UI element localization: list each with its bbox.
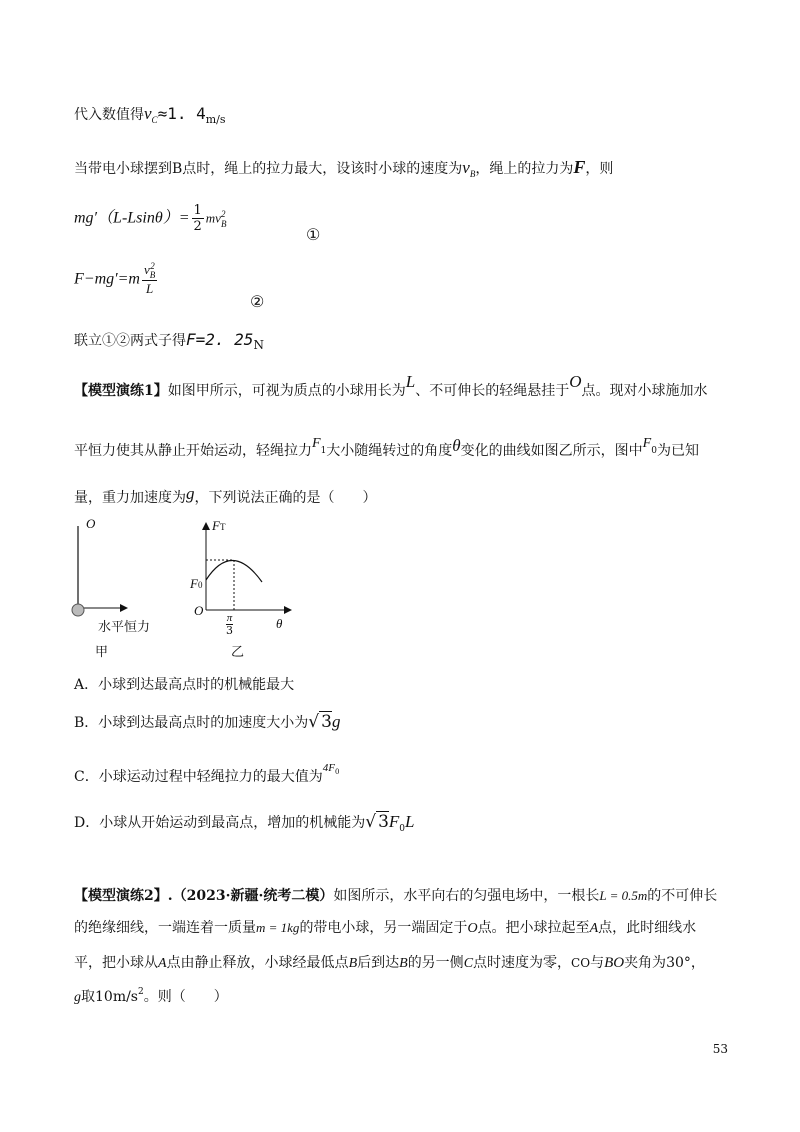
q1-line-1 [74, 372, 708, 400]
line-text: ， [690, 955, 705, 971]
line-text: 平，把小球从 [74, 955, 158, 971]
line-text: ，下列说法正确的是（ ） [194, 490, 377, 506]
var-sub: C [151, 115, 158, 125]
line-text: 点由静止释放，小球经最低点 [166, 955, 349, 971]
fig-jia-origin-label: O [86, 516, 96, 531]
q1-tag: 【模型演练1】 [74, 383, 168, 399]
var-F: F [388, 812, 400, 831]
var-g: g [74, 990, 81, 1005]
var-F0: F [642, 436, 652, 451]
q2-source: .（2023·新疆·统考二模） [167, 888, 334, 904]
pi: π [226, 612, 233, 624]
var-C: C [463, 956, 474, 971]
line-text: 如图甲所示，可视为质点的小球用长为 [167, 383, 406, 399]
value-L: L = 0.5m [599, 888, 648, 903]
var-O: O [569, 372, 582, 391]
eq-right: mv [205, 210, 221, 226]
var-BO: BO [604, 955, 625, 971]
var-g: g [186, 484, 195, 503]
var-v: v [462, 158, 470, 177]
frac-num: 1 [193, 203, 202, 218]
eq-left: F−mg′=m [74, 270, 140, 288]
var-B: B [348, 956, 358, 971]
q1-line-2 [74, 436, 699, 460]
value-g: 10m/s [95, 989, 138, 1005]
line-text: 代入数值得 [74, 107, 144, 123]
var-v: v [144, 104, 152, 123]
line-text: 联立①②两式子得 [74, 333, 186, 349]
line-text: 点。把小球拉起至 [477, 920, 590, 936]
var-F: F [573, 157, 586, 177]
frac-den: 2 [193, 219, 202, 234]
num-v: v [143, 262, 150, 277]
value-angle: 30° [666, 955, 691, 971]
value: ≈1. 4 [157, 104, 206, 123]
ft-sub: T [219, 522, 226, 532]
equation-marker-2: ② [250, 292, 265, 311]
var-F1: F [312, 436, 321, 451]
option-b [74, 712, 340, 732]
option-c [74, 762, 340, 786]
var-g: g [331, 712, 341, 731]
fig-yi-pi3-label [226, 612, 233, 637]
fig-yi-f0-label [190, 576, 202, 592]
var-O: O [467, 921, 478, 936]
line-text: 为已知 [656, 443, 699, 459]
sqrt-arg: 3 [378, 812, 389, 832]
q1-line-3 [74, 484, 377, 507]
line-text: 取 [81, 989, 95, 1005]
fig-jia-caption: 甲 [95, 645, 109, 660]
f0-var: F [190, 576, 198, 591]
line-text: 平恒力使其从静止开始运动，轻绳拉力 [74, 443, 312, 459]
sub: 0 [334, 768, 340, 776]
sqrt-arg: 3 [321, 712, 332, 732]
line-text: 变化的曲线如图乙所示，图中 [460, 443, 643, 459]
option-c-text: C．小球运动过程中轻绳拉力的最大值为 [74, 769, 323, 785]
sub: 0 [651, 446, 657, 456]
line-text: 的另一侧 [407, 955, 464, 971]
line-text: 点，此时细线水 [598, 920, 697, 936]
var-CO: CO [571, 956, 591, 970]
line-text: ，绳上的拉力为 [475, 161, 574, 177]
line-text: 与 [590, 955, 605, 971]
q2-tag: 【模型演练2】 [74, 888, 168, 904]
ft-var: F [212, 518, 220, 533]
var-L: L [405, 372, 416, 391]
fig-jia-force-label: 水平恒力 [98, 620, 151, 635]
equation-2 [74, 262, 159, 297]
ball-icon [72, 604, 84, 616]
line-text: 。则（ ） [143, 989, 228, 1005]
fig-yi-caption: 乙 [231, 645, 245, 660]
text-line-result [74, 330, 264, 350]
result-value: F=2. 25 [186, 330, 254, 349]
fraction [142, 262, 157, 297]
line-text: ，则 [585, 161, 614, 177]
unit: m/s [205, 113, 226, 126]
sqrt-expr: √ 3 [365, 812, 389, 832]
f0-sub: 0 [197, 580, 203, 590]
text-line-vb [74, 157, 613, 178]
sup: 2 [138, 987, 144, 997]
option-a-text: A．小球到达最高点时的机械能最大 [74, 677, 295, 693]
option-a [74, 674, 294, 694]
arrow-head-icon [120, 604, 128, 612]
var-B: B [399, 956, 408, 971]
value-m: m = 1kg [256, 920, 300, 935]
line-text: 点时速度为零， [473, 955, 572, 971]
value-4f: 4F [322, 762, 335, 774]
line-text: 大小随绳转过的角度 [326, 443, 453, 459]
option-d-text: D．小球从开始运动到最高点，增加的机械能为 [74, 815, 366, 831]
sup: 2 [220, 208, 226, 219]
var-sub: B [469, 169, 476, 179]
line-text: 夹角为 [624, 955, 667, 971]
figure-jia [60, 512, 170, 622]
sub: B [149, 270, 156, 281]
line-text: 量，重力加速度为 [74, 490, 186, 506]
fig-yi-origin-label: O [194, 603, 204, 618]
page-number: 53 [712, 1042, 728, 1056]
var-A: A [158, 956, 167, 971]
figure-yi [190, 518, 300, 628]
var-theta: θ [452, 436, 461, 455]
option-b-text: B．小球到达最高点时的加速度大小为 [74, 715, 309, 731]
equation-marker-1: ① [306, 225, 321, 244]
sup: 2 [150, 261, 155, 272]
fraction [192, 203, 204, 234]
fig-yi-theta-label: θ [276, 616, 283, 631]
line-text: 的带电小球，另一端固定于 [299, 920, 468, 936]
y-arrow-icon [202, 522, 210, 530]
eq-left: mg′（L-Lsinθ）= [74, 209, 190, 227]
var-L: L [405, 812, 415, 831]
q2-line-3 [74, 952, 705, 972]
unit: N [253, 338, 264, 352]
q2-line-4 [74, 986, 228, 1006]
sub: B [220, 218, 227, 229]
three: 3 [226, 624, 233, 637]
q2-line-2 [74, 917, 696, 937]
frac-num [142, 262, 157, 281]
text-line-vc [74, 104, 226, 124]
option-d [74, 812, 415, 832]
var-A: A [589, 921, 599, 936]
q2-line-1 [74, 885, 717, 905]
equation-1 [74, 203, 226, 234]
line-text: 点。现对小球施加水 [581, 383, 708, 399]
sqrt-expr: √ 3 [308, 712, 332, 732]
line-text: 后到达 [357, 955, 400, 971]
x-arrow-icon [284, 606, 292, 614]
sub: 1 [320, 446, 327, 456]
tension-curve [206, 560, 262, 582]
sub: 0 [399, 824, 406, 834]
line-text: 如图所示，水平向右的匀强电场中，一根长 [333, 888, 600, 904]
line-text: 、不可伸长的轻绳悬挂于 [415, 383, 570, 399]
line-text: 的不可伸长 [647, 888, 718, 904]
line-text: 的绝缘细线，一端连着一质量 [74, 920, 256, 936]
fig-yi-ft-label [212, 518, 225, 534]
frac-den: L [146, 281, 154, 297]
line-text: 当带电小球摆到B点时，绳上的拉力最大，设该时小球的速度为 [74, 161, 463, 177]
